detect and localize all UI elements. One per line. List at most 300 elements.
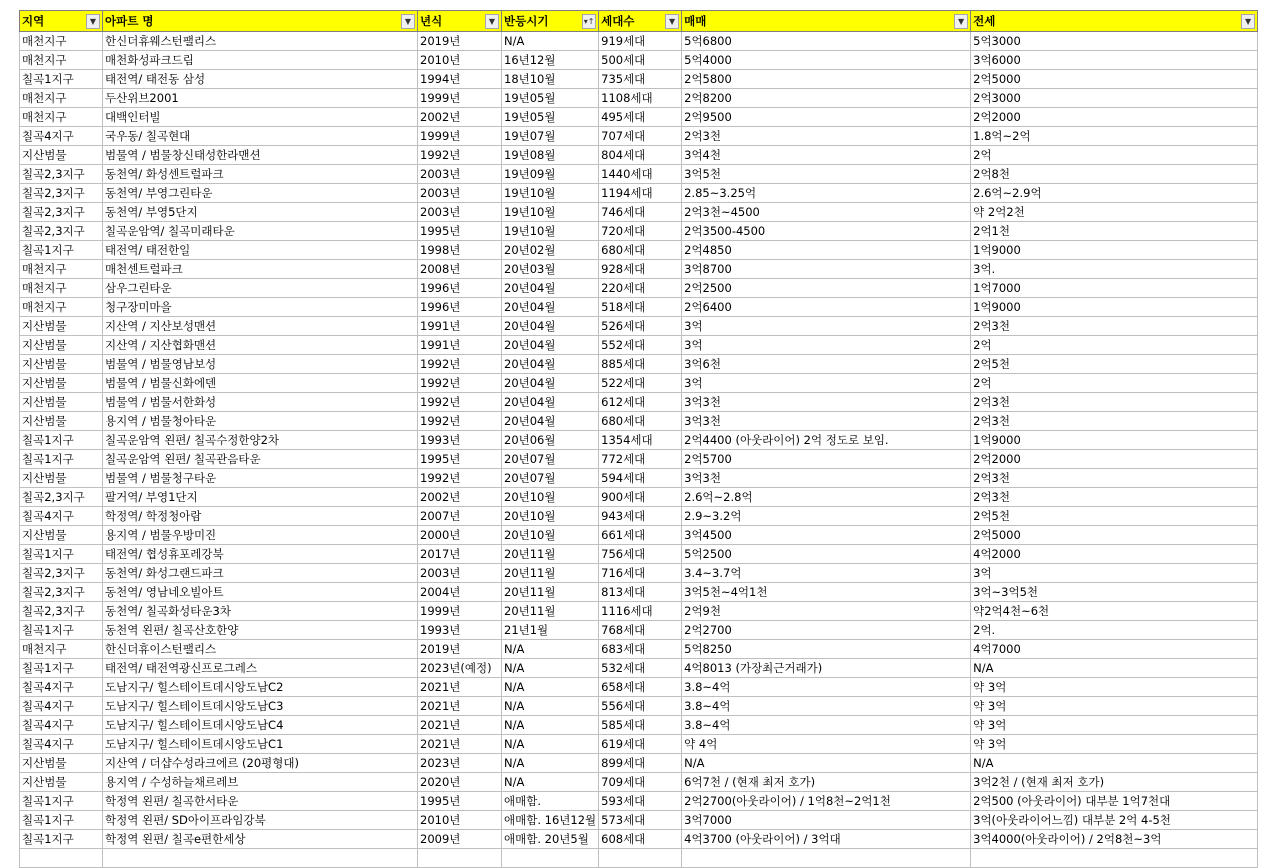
table-cell[interactable]: 900세대 bbox=[599, 488, 682, 507]
table-cell[interactable]: 4억2000 bbox=[971, 545, 1258, 564]
table-cell[interactable]: 2003년 bbox=[418, 564, 502, 583]
table-cell[interactable]: N/A bbox=[682, 754, 971, 773]
table-cell[interactable]: 범물역 / 범물청구타운 bbox=[103, 469, 418, 488]
table-cell[interactable]: 658세대 bbox=[599, 678, 682, 697]
table-cell[interactable]: 2007년 bbox=[418, 507, 502, 526]
table-cell[interactable]: 지산범물 bbox=[20, 374, 103, 393]
table-cell[interactable]: 청구장미마을 bbox=[103, 298, 418, 317]
table-cell[interactable]: 19년09월 bbox=[502, 165, 599, 184]
table-cell[interactable]: 용지역 / 범물청아타운 bbox=[103, 412, 418, 431]
table-cell[interactable]: 3억3천 bbox=[682, 412, 971, 431]
table-cell[interactable]: 1996년 bbox=[418, 298, 502, 317]
table-cell[interactable]: 2억3000 bbox=[971, 89, 1258, 108]
table-cell[interactable]: 칠곡1지구 bbox=[20, 830, 103, 849]
table-cell[interactable]: 594세대 bbox=[599, 469, 682, 488]
table-cell[interactable]: 683세대 bbox=[599, 640, 682, 659]
table-cell[interactable]: 약 3억 bbox=[971, 697, 1258, 716]
table-cell[interactable]: 태전역/ 태전동 삼성 bbox=[103, 70, 418, 89]
table-cell[interactable]: 19년10월 bbox=[502, 222, 599, 241]
table-cell[interactable]: 1354세대 bbox=[599, 431, 682, 450]
table-cell[interactable]: 애매함. 20년5월 bbox=[502, 830, 599, 849]
table-cell[interactable]: 지산범물 bbox=[20, 412, 103, 431]
table-cell[interactable]: 518세대 bbox=[599, 298, 682, 317]
table-cell[interactable]: 5억4000 bbox=[682, 51, 971, 70]
table-cell[interactable]: 1999년 bbox=[418, 127, 502, 146]
table-cell[interactable]: 3억 bbox=[682, 317, 971, 336]
table-cell[interactable]: 칠곡2,3지구 bbox=[20, 564, 103, 583]
table-cell[interactable]: 2억9500 bbox=[682, 108, 971, 127]
table-cell[interactable]: 3억7000 bbox=[682, 811, 971, 830]
table-cell[interactable]: 2010년 bbox=[418, 51, 502, 70]
table-cell[interactable]: 팔거역/ 부영1단지 bbox=[103, 488, 418, 507]
table-cell[interactable]: 칠곡1지구 bbox=[20, 545, 103, 564]
table-cell[interactable]: 동천역/ 영남네오빌아트 bbox=[103, 583, 418, 602]
table-cell[interactable]: 지산범물 bbox=[20, 317, 103, 336]
table-cell[interactable]: 약2억4천~6천 bbox=[971, 602, 1258, 621]
table-cell[interactable]: 2023년 bbox=[418, 754, 502, 773]
table-cell[interactable]: 573세대 bbox=[599, 811, 682, 830]
table-cell[interactable]: 칠곡운암역 왼편/ 칠곡수정한양2차 bbox=[103, 431, 418, 450]
table-cell[interactable]: 1116세대 bbox=[599, 602, 682, 621]
table-cell[interactable]: 495세대 bbox=[599, 108, 682, 127]
table-cell[interactable]: 3억5천 bbox=[682, 165, 971, 184]
table-cell[interactable]: N/A bbox=[502, 32, 599, 51]
table-cell[interactable]: 칠곡2,3지구 bbox=[20, 583, 103, 602]
table-cell[interactable]: 2009년 bbox=[418, 830, 502, 849]
table-cell[interactable]: 3억6000 bbox=[971, 51, 1258, 70]
table-cell[interactable]: 16년12월 bbox=[502, 51, 599, 70]
column-header[interactable] bbox=[599, 11, 682, 32]
table-cell[interactable]: 2021년 bbox=[418, 716, 502, 735]
table-cell[interactable]: 2억8200 bbox=[682, 89, 971, 108]
table-cell[interactable]: 2억. bbox=[971, 621, 1258, 640]
table-cell[interactable]: 1992년 bbox=[418, 469, 502, 488]
table-cell[interactable]: 2023년(예정) bbox=[418, 659, 502, 678]
table-cell[interactable]: 680세대 bbox=[599, 412, 682, 431]
table-cell[interactable]: 2억2000 bbox=[971, 450, 1258, 469]
column-header[interactable] bbox=[682, 11, 971, 32]
table-cell[interactable]: 3억5천~4억1천 bbox=[682, 583, 971, 602]
table-cell[interactable]: 2억3천 bbox=[971, 412, 1258, 431]
table-cell[interactable]: 칠곡4지구 bbox=[20, 697, 103, 716]
table-cell[interactable]: 2억2700(아웃라이어) / 1억8천~2억1천 bbox=[682, 792, 971, 811]
empty-cell[interactable] bbox=[682, 849, 971, 868]
table-cell[interactable]: 19년05월 bbox=[502, 89, 599, 108]
table-cell[interactable]: 2억2000 bbox=[971, 108, 1258, 127]
table-cell[interactable]: 칠곡2,3지구 bbox=[20, 203, 103, 222]
table-cell[interactable]: 매천지구 bbox=[20, 279, 103, 298]
table-cell[interactable]: 칠곡2,3지구 bbox=[20, 184, 103, 203]
table-cell[interactable]: 1993년 bbox=[418, 621, 502, 640]
table-cell[interactable]: 20년04월 bbox=[502, 279, 599, 298]
table-cell[interactable]: 19년10월 bbox=[502, 203, 599, 222]
empty-cell[interactable] bbox=[971, 849, 1258, 868]
table-cell[interactable]: 학정역 왼편/ SD아이프라임강북 bbox=[103, 811, 418, 830]
table-cell[interactable]: 804세대 bbox=[599, 146, 682, 165]
table-cell[interactable]: 지산범물 bbox=[20, 355, 103, 374]
filter-dropdown-icon[interactable]: ▼ bbox=[1241, 14, 1255, 29]
table-cell[interactable]: 735세대 bbox=[599, 70, 682, 89]
table-cell[interactable]: 칠곡2,3지구 bbox=[20, 165, 103, 184]
table-cell[interactable]: 2억5천 bbox=[971, 355, 1258, 374]
table-cell[interactable]: 칠곡1지구 bbox=[20, 659, 103, 678]
table-cell[interactable]: 2010년 bbox=[418, 811, 502, 830]
table-cell[interactable]: 1993년 bbox=[418, 431, 502, 450]
table-cell[interactable]: 20년03월 bbox=[502, 260, 599, 279]
table-cell[interactable]: 2021년 bbox=[418, 678, 502, 697]
table-cell[interactable]: 2억6400 bbox=[682, 298, 971, 317]
table-cell[interactable]: 1994년 bbox=[418, 70, 502, 89]
table-cell[interactable]: 칠곡운암역 왼편/ 칠곡관음타운 bbox=[103, 450, 418, 469]
table-cell[interactable]: 3.8~4억 bbox=[682, 716, 971, 735]
table-cell[interactable]: 동천역 왼편/ 칠곡산호한양 bbox=[103, 621, 418, 640]
table-cell[interactable]: 885세대 bbox=[599, 355, 682, 374]
table-cell[interactable]: 삼우그린타운 bbox=[103, 279, 418, 298]
table-cell[interactable]: 2.9~3.2억 bbox=[682, 507, 971, 526]
table-cell[interactable]: 585세대 bbox=[599, 716, 682, 735]
table-cell[interactable]: 3.8~4억 bbox=[682, 678, 971, 697]
table-cell[interactable]: 20년04월 bbox=[502, 355, 599, 374]
table-cell[interactable]: 1995년 bbox=[418, 792, 502, 811]
table-cell[interactable]: 학정역 왼편/ 칠곡한서타운 bbox=[103, 792, 418, 811]
table-cell[interactable]: 국우동/ 칠곡현대 bbox=[103, 127, 418, 146]
table-cell[interactable]: 동천역/ 칠곡화성타운3차 bbox=[103, 602, 418, 621]
table-cell[interactable]: 772세대 bbox=[599, 450, 682, 469]
table-cell[interactable]: 20년11월 bbox=[502, 545, 599, 564]
table-cell[interactable]: N/A bbox=[502, 773, 599, 792]
table-cell[interactable]: 20년11월 bbox=[502, 602, 599, 621]
table-cell[interactable]: 3.4~3.7억 bbox=[682, 564, 971, 583]
table-cell[interactable]: 매천지구 bbox=[20, 32, 103, 51]
empty-cell[interactable] bbox=[599, 849, 682, 868]
table-cell[interactable]: 5억3000 bbox=[971, 32, 1258, 51]
table-cell[interactable]: 2억5800 bbox=[682, 70, 971, 89]
table-cell[interactable]: 4억3700 (아웃라이어) / 3억대 bbox=[682, 830, 971, 849]
table-cell[interactable]: 20년07월 bbox=[502, 450, 599, 469]
table-cell[interactable]: 2억5000 bbox=[971, 70, 1258, 89]
table-cell[interactable]: 3억 bbox=[682, 336, 971, 355]
table-cell[interactable]: 범물역 / 범물서한화성 bbox=[103, 393, 418, 412]
table-cell[interactable]: 19년10월 bbox=[502, 184, 599, 203]
table-cell[interactable]: 지산범물 bbox=[20, 336, 103, 355]
table-cell[interactable]: 약 3억 bbox=[971, 678, 1258, 697]
table-cell[interactable]: N/A bbox=[971, 754, 1258, 773]
table-cell[interactable]: 매천센트럴파크 bbox=[103, 260, 418, 279]
table-cell[interactable]: 3억(아웃라이어느낌) 대부분 2억 4-5천 bbox=[971, 811, 1258, 830]
table-cell[interactable]: 1992년 bbox=[418, 412, 502, 431]
table-cell[interactable]: 칠곡1지구 bbox=[20, 621, 103, 640]
table-cell[interactable]: 칠곡4지구 bbox=[20, 127, 103, 146]
table-cell[interactable]: 2억8천 bbox=[971, 165, 1258, 184]
table-cell[interactable]: 도남지구/ 힐스테이트데시앙도남C4 bbox=[103, 716, 418, 735]
table-cell[interactable]: 지산범물 bbox=[20, 526, 103, 545]
table-cell[interactable]: 20년02월 bbox=[502, 241, 599, 260]
table-cell[interactable]: 2002년 bbox=[418, 488, 502, 507]
table-cell[interactable]: 21년1월 bbox=[502, 621, 599, 640]
table-cell[interactable]: 1억9000 bbox=[971, 431, 1258, 450]
table-cell[interactable]: 2억3천 bbox=[682, 127, 971, 146]
table-cell[interactable]: 2억 bbox=[971, 336, 1258, 355]
table-cell[interactable]: 3억2천 / (현재 최저 호가) bbox=[971, 773, 1258, 792]
table-cell[interactable]: 2억500 (아웃라이어) 대부분 1억7천대 bbox=[971, 792, 1258, 811]
table-cell[interactable]: 1억7000 bbox=[971, 279, 1258, 298]
table-cell[interactable]: 3.8~4억 bbox=[682, 697, 971, 716]
table-cell[interactable]: 2019년 bbox=[418, 32, 502, 51]
table-cell[interactable]: 20년11월 bbox=[502, 564, 599, 583]
table-cell[interactable]: 532세대 bbox=[599, 659, 682, 678]
table-cell[interactable]: 지산역 / 더샵수성라크에르 (20평형대) bbox=[103, 754, 418, 773]
table-cell[interactable]: 칠곡2,3지구 bbox=[20, 602, 103, 621]
table-cell[interactable]: 1992년 bbox=[418, 374, 502, 393]
empty-cell[interactable] bbox=[418, 849, 502, 868]
table-cell[interactable]: 1108세대 bbox=[599, 89, 682, 108]
table-cell[interactable]: 608세대 bbox=[599, 830, 682, 849]
table-cell[interactable]: N/A bbox=[502, 735, 599, 754]
table-cell[interactable]: N/A bbox=[502, 659, 599, 678]
table-cell[interactable]: 2억4850 bbox=[682, 241, 971, 260]
table-cell[interactable]: 20년04월 bbox=[502, 298, 599, 317]
filter-dropdown-icon[interactable]: ▼ bbox=[485, 14, 499, 29]
table-cell[interactable]: 5억6800 bbox=[682, 32, 971, 51]
table-cell[interactable]: 2003년 bbox=[418, 184, 502, 203]
column-header[interactable] bbox=[103, 11, 418, 32]
table-cell[interactable]: 4억7000 bbox=[971, 640, 1258, 659]
table-cell[interactable]: 20년10월 bbox=[502, 507, 599, 526]
table-cell[interactable]: 매천지구 bbox=[20, 640, 103, 659]
table-cell[interactable]: 2021년 bbox=[418, 697, 502, 716]
table-cell[interactable]: 3억3천 bbox=[682, 469, 971, 488]
table-cell[interactable]: 20년04월 bbox=[502, 393, 599, 412]
table-cell[interactable]: 용지역 / 수성하늘채르레브 bbox=[103, 773, 418, 792]
table-cell[interactable]: 칠곡1지구 bbox=[20, 792, 103, 811]
table-cell[interactable]: 동천역/ 화성그랜드파크 bbox=[103, 564, 418, 583]
table-cell[interactable]: 1991년 bbox=[418, 336, 502, 355]
table-cell[interactable]: 한신더휴이스턴팰리스 bbox=[103, 640, 418, 659]
table-cell[interactable]: 619세대 bbox=[599, 735, 682, 754]
table-cell[interactable]: 3억4천 bbox=[682, 146, 971, 165]
table-cell[interactable]: 칠곡1지구 bbox=[20, 450, 103, 469]
table-cell[interactable]: N/A bbox=[502, 697, 599, 716]
table-cell[interactable]: 2억5천 bbox=[971, 507, 1258, 526]
table-cell[interactable]: 약 4억 bbox=[682, 735, 971, 754]
table-cell[interactable]: 3억3천 bbox=[682, 393, 971, 412]
table-cell[interactable]: 3억8700 bbox=[682, 260, 971, 279]
table-cell[interactable]: 2억3천 bbox=[971, 317, 1258, 336]
table-cell[interactable]: 6억7천 / (현재 최저 호가) bbox=[682, 773, 971, 792]
table-cell[interactable]: 2억3천 bbox=[971, 393, 1258, 412]
table-cell[interactable]: 2억 bbox=[971, 374, 1258, 393]
table-cell[interactable]: 도남지구/ 힐스테이트데시앙도남C1 bbox=[103, 735, 418, 754]
table-cell[interactable]: 2억3천 bbox=[971, 488, 1258, 507]
table-cell[interactable]: 지산역 / 지산협화맨션 bbox=[103, 336, 418, 355]
table-cell[interactable]: 태전역/ 태전역광신프로그레스 bbox=[103, 659, 418, 678]
filter-dropdown-icon[interactable]: ▾↑ bbox=[582, 14, 596, 29]
table-cell[interactable]: 학정역/ 학정청아람 bbox=[103, 507, 418, 526]
table-cell[interactable]: 1440세대 bbox=[599, 165, 682, 184]
table-cell[interactable]: 범물역 / 범물창신태성한라맨션 bbox=[103, 146, 418, 165]
table-cell[interactable]: N/A bbox=[971, 659, 1258, 678]
table-cell[interactable]: 1996년 bbox=[418, 279, 502, 298]
table-cell[interactable]: 813세대 bbox=[599, 583, 682, 602]
table-cell[interactable]: 756세대 bbox=[599, 545, 682, 564]
table-cell[interactable]: 20년11월 bbox=[502, 583, 599, 602]
table-cell[interactable]: N/A bbox=[502, 716, 599, 735]
table-cell[interactable]: 1995년 bbox=[418, 222, 502, 241]
table-cell[interactable]: 매천지구 bbox=[20, 89, 103, 108]
table-cell[interactable]: 칠곡4지구 bbox=[20, 678, 103, 697]
table-cell[interactable]: 2.6억~2.8억 bbox=[682, 488, 971, 507]
table-cell[interactable]: 학정역 왼편/ 칠곡e편한세상 bbox=[103, 830, 418, 849]
empty-cell[interactable] bbox=[20, 849, 103, 868]
table-cell[interactable]: 지산역 / 지산보성맨션 bbox=[103, 317, 418, 336]
table-cell[interactable]: 2억 bbox=[971, 146, 1258, 165]
table-cell[interactable]: 동천역/ 부영5단지 bbox=[103, 203, 418, 222]
table-cell[interactable]: 522세대 bbox=[599, 374, 682, 393]
table-cell[interactable]: 593세대 bbox=[599, 792, 682, 811]
table-cell[interactable]: 3억 bbox=[971, 564, 1258, 583]
table-cell[interactable]: 칠곡4지구 bbox=[20, 735, 103, 754]
table-cell[interactable]: 552세대 bbox=[599, 336, 682, 355]
table-cell[interactable]: 2002년 bbox=[418, 108, 502, 127]
table-cell[interactable]: 도남지구/ 힐스테이트데시앙도남C2 bbox=[103, 678, 418, 697]
table-cell[interactable]: 661세대 bbox=[599, 526, 682, 545]
table-cell[interactable]: 1991년 bbox=[418, 317, 502, 336]
table-cell[interactable]: 3억. bbox=[971, 260, 1258, 279]
table-cell[interactable]: 20년10월 bbox=[502, 526, 599, 545]
table-cell[interactable]: 칠곡1지구 bbox=[20, 70, 103, 89]
table-cell[interactable]: 2021년 bbox=[418, 735, 502, 754]
table-cell[interactable]: N/A bbox=[502, 678, 599, 697]
table-cell[interactable]: 태전역/ 협성휴포레강북 bbox=[103, 545, 418, 564]
table-cell[interactable]: 2017년 bbox=[418, 545, 502, 564]
table-cell[interactable]: 용지역 / 범물우방미진 bbox=[103, 526, 418, 545]
table-cell[interactable]: 526세대 bbox=[599, 317, 682, 336]
table-cell[interactable]: 1998년 bbox=[418, 241, 502, 260]
table-cell[interactable]: N/A bbox=[502, 754, 599, 773]
table-cell[interactable]: 칠곡2,3지구 bbox=[20, 222, 103, 241]
table-cell[interactable]: 2억5700 bbox=[682, 450, 971, 469]
table-cell[interactable]: 2억2700 bbox=[682, 621, 971, 640]
table-cell[interactable]: 1억9000 bbox=[971, 298, 1258, 317]
table-cell[interactable]: 716세대 bbox=[599, 564, 682, 583]
table-cell[interactable]: 3억~3억5천 bbox=[971, 583, 1258, 602]
table-cell[interactable]: 1992년 bbox=[418, 355, 502, 374]
table-cell[interactable]: 칠곡4지구 bbox=[20, 716, 103, 735]
table-cell[interactable]: 약 2억2천 bbox=[971, 203, 1258, 222]
table-cell[interactable]: 2억2500 bbox=[682, 279, 971, 298]
table-cell[interactable]: 2억5000 bbox=[971, 526, 1258, 545]
column-header[interactable] bbox=[418, 11, 502, 32]
table-cell[interactable]: 한신더휴웨스턴팰리스 bbox=[103, 32, 418, 51]
table-cell[interactable]: 18년10월 bbox=[502, 70, 599, 89]
table-cell[interactable]: 19년07월 bbox=[502, 127, 599, 146]
table-cell[interactable]: 동천역/ 부영그린타운 bbox=[103, 184, 418, 203]
table-cell[interactable]: 매천지구 bbox=[20, 260, 103, 279]
table-cell[interactable]: 칠곡2,3지구 bbox=[20, 488, 103, 507]
column-header[interactable] bbox=[502, 11, 599, 32]
table-cell[interactable]: 지산범물 bbox=[20, 773, 103, 792]
table-cell[interactable]: 5억8250 bbox=[682, 640, 971, 659]
table-cell[interactable]: 2억3천~4500 bbox=[682, 203, 971, 222]
table-cell[interactable]: 매천지구 bbox=[20, 108, 103, 127]
table-cell[interactable]: 3억4000(아웃라이어) / 2억8천~3억 bbox=[971, 830, 1258, 849]
table-cell[interactable]: 709세대 bbox=[599, 773, 682, 792]
table-cell[interactable]: 20년04월 bbox=[502, 374, 599, 393]
table-cell[interactable]: 746세대 bbox=[599, 203, 682, 222]
table-cell[interactable]: 19년08월 bbox=[502, 146, 599, 165]
table-cell[interactable]: 928세대 bbox=[599, 260, 682, 279]
table-cell[interactable]: 두산위브2001 bbox=[103, 89, 418, 108]
table-cell[interactable]: 지산범물 bbox=[20, 754, 103, 773]
empty-cell[interactable] bbox=[103, 849, 418, 868]
table-cell[interactable]: 약 3억 bbox=[971, 716, 1258, 735]
table-cell[interactable]: 2억4400 (아웃라이어) 2억 정도로 보임. bbox=[682, 431, 971, 450]
table-cell[interactable]: 4억8013 (가장최근거래가) bbox=[682, 659, 971, 678]
table-cell[interactable]: 약 3억 bbox=[971, 735, 1258, 754]
filter-dropdown-icon[interactable]: ▼ bbox=[665, 14, 679, 29]
table-cell[interactable]: N/A bbox=[502, 640, 599, 659]
table-cell[interactable]: 556세대 bbox=[599, 697, 682, 716]
table-cell[interactable]: 1992년 bbox=[418, 146, 502, 165]
table-cell[interactable]: 2003년 bbox=[418, 203, 502, 222]
column-header[interactable] bbox=[20, 11, 103, 32]
table-cell[interactable]: 2003년 bbox=[418, 165, 502, 184]
table-cell[interactable]: 3억6천 bbox=[682, 355, 971, 374]
table-cell[interactable]: 범물역 / 범물신화에덴 bbox=[103, 374, 418, 393]
table-cell[interactable]: 지산범물 bbox=[20, 393, 103, 412]
table-cell[interactable]: 20년04월 bbox=[502, 317, 599, 336]
table-cell[interactable]: 칠곡4지구 bbox=[20, 507, 103, 526]
table-cell[interactable]: 1995년 bbox=[418, 450, 502, 469]
table-cell[interactable]: 칠곡1지구 bbox=[20, 811, 103, 830]
table-cell[interactable]: 2억9천 bbox=[682, 602, 971, 621]
table-cell[interactable]: 동천역/ 화성센트럴파크 bbox=[103, 165, 418, 184]
table-cell[interactable]: 1992년 bbox=[418, 393, 502, 412]
table-cell[interactable]: 707세대 bbox=[599, 127, 682, 146]
table-cell[interactable]: 2000년 bbox=[418, 526, 502, 545]
table-cell[interactable]: 20년10월 bbox=[502, 488, 599, 507]
table-cell[interactable]: 2.6억~2.9억 bbox=[971, 184, 1258, 203]
table-cell[interactable]: 1999년 bbox=[418, 602, 502, 621]
table-cell[interactable]: 대백인터빌 bbox=[103, 108, 418, 127]
table-cell[interactable]: 899세대 bbox=[599, 754, 682, 773]
table-cell[interactable]: 3억 bbox=[682, 374, 971, 393]
table-cell[interactable]: 2억3천 bbox=[971, 469, 1258, 488]
table-cell[interactable]: 20년04월 bbox=[502, 412, 599, 431]
table-cell[interactable]: 매천지구 bbox=[20, 51, 103, 70]
table-cell[interactable]: 애매함. bbox=[502, 792, 599, 811]
table-cell[interactable]: 매천지구 bbox=[20, 298, 103, 317]
table-cell[interactable]: 612세대 bbox=[599, 393, 682, 412]
table-cell[interactable]: 칠곡운암역/ 칠곡미래타운 bbox=[103, 222, 418, 241]
filter-dropdown-icon[interactable]: ▼ bbox=[86, 14, 100, 29]
table-cell[interactable]: 도남지구/ 힐스테이트데시앙도남C3 bbox=[103, 697, 418, 716]
table-cell[interactable]: 2020년 bbox=[418, 773, 502, 792]
table-cell[interactable]: 19년05월 bbox=[502, 108, 599, 127]
table-cell[interactable]: 지산범물 bbox=[20, 469, 103, 488]
table-cell[interactable]: 태전역/ 태전한일 bbox=[103, 241, 418, 260]
table-cell[interactable]: 500세대 bbox=[599, 51, 682, 70]
table-cell[interactable]: 애매함. 16년12월 bbox=[502, 811, 599, 830]
table-cell[interactable]: 220세대 bbox=[599, 279, 682, 298]
table-cell[interactable]: 20년06월 bbox=[502, 431, 599, 450]
empty-cell[interactable] bbox=[502, 849, 599, 868]
table-cell[interactable]: 720세대 bbox=[599, 222, 682, 241]
table-cell[interactable]: 2004년 bbox=[418, 583, 502, 602]
table-cell[interactable]: 1억9000 bbox=[971, 241, 1258, 260]
table-cell[interactable]: 943세대 bbox=[599, 507, 682, 526]
table-cell[interactable]: 1999년 bbox=[418, 89, 502, 108]
